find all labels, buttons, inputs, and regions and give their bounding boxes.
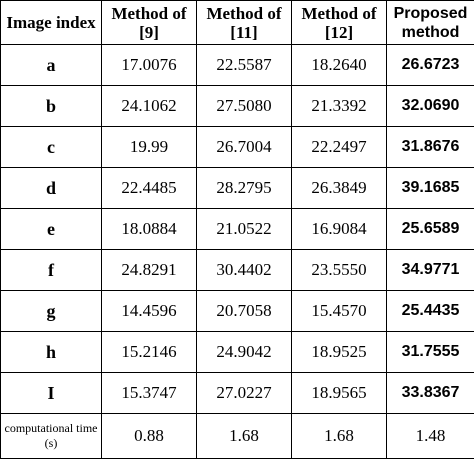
- table-row: [1, 291, 474, 332]
- time-proposed: 1.48: [387, 414, 474, 459]
- row-label: d: [1, 168, 102, 209]
- cell-proposed: 32.0690: [387, 86, 474, 127]
- header-proposed-method: Proposed method: [387, 1, 474, 45]
- table-header-row: [1, 1, 474, 45]
- time-method-12: 1.68: [292, 414, 387, 459]
- table-row: [1, 86, 474, 127]
- cell-method-11: 28.2795: [197, 168, 292, 209]
- cell-method-12: 18.2640: [292, 45, 387, 86]
- cell-proposed: 31.7555: [387, 332, 474, 373]
- row-label: f: [1, 250, 102, 291]
- cell-method-11: 27.5080: [197, 86, 292, 127]
- cell-method-11: 26.7004: [197, 127, 292, 168]
- row-label: I: [1, 373, 102, 414]
- row-label: h: [1, 332, 102, 373]
- cell-method-9: 15.2146: [102, 332, 197, 373]
- header-method-9: Method of [9]: [102, 1, 197, 45]
- time-method-11: 1.68: [197, 414, 292, 459]
- cell-method-12: 21.3392: [292, 86, 387, 127]
- row-label: b: [1, 86, 102, 127]
- table-row: [1, 127, 474, 168]
- header-method-11: Method of [11]: [197, 1, 292, 45]
- cell-proposed: 39.1685: [387, 168, 474, 209]
- cell-proposed: 34.9771: [387, 250, 474, 291]
- cell-method-9: 14.4596: [102, 291, 197, 332]
- cell-method-9: 15.3747: [102, 373, 197, 414]
- cell-method-9: 24.1062: [102, 86, 197, 127]
- cell-method-12: 18.9565: [292, 373, 387, 414]
- cell-method-11: 27.0227: [197, 373, 292, 414]
- computational-time-label: computational time (s): [1, 414, 102, 459]
- cell-method-9: 22.4485: [102, 168, 197, 209]
- cell-proposed: 26.6723: [387, 45, 474, 86]
- cell-method-11: 21.0522: [197, 209, 292, 250]
- row-label: e: [1, 209, 102, 250]
- cell-proposed: 33.8367: [387, 373, 474, 414]
- cell-method-11: 24.9042: [197, 332, 292, 373]
- header-method-12: Method of [12]: [292, 1, 387, 45]
- cell-method-11: 22.5587: [197, 45, 292, 86]
- cell-method-12: 15.4570: [292, 291, 387, 332]
- cell-method-12: 18.9525: [292, 332, 387, 373]
- computational-time-row: [1, 414, 474, 459]
- time-method-9: 0.88: [102, 414, 197, 459]
- cell-method-12: 26.3849: [292, 168, 387, 209]
- row-label: a: [1, 45, 102, 86]
- cell-method-11: 20.7058: [197, 291, 292, 332]
- cell-method-9: 17.0076: [102, 45, 197, 86]
- table-row: [1, 45, 474, 86]
- cell-method-9: 24.8291: [102, 250, 197, 291]
- cell-method-12: 23.5550: [292, 250, 387, 291]
- cell-proposed: 25.4435: [387, 291, 474, 332]
- cell-method-12: 22.2497: [292, 127, 387, 168]
- row-label: c: [1, 127, 102, 168]
- cell-proposed: 31.8676: [387, 127, 474, 168]
- row-label: g: [1, 291, 102, 332]
- table-row: [1, 332, 474, 373]
- cell-proposed: 25.6589: [387, 209, 474, 250]
- cell-method-11: 30.4402: [197, 250, 292, 291]
- table-row: [1, 209, 474, 250]
- cell-method-9: 19.99: [102, 127, 197, 168]
- header-image-index: Image index: [1, 1, 102, 45]
- cell-method-12: 16.9084: [292, 209, 387, 250]
- table-row: [1, 250, 474, 291]
- cell-method-9: 18.0884: [102, 209, 197, 250]
- table-row: [1, 168, 474, 209]
- table-row: [1, 373, 474, 414]
